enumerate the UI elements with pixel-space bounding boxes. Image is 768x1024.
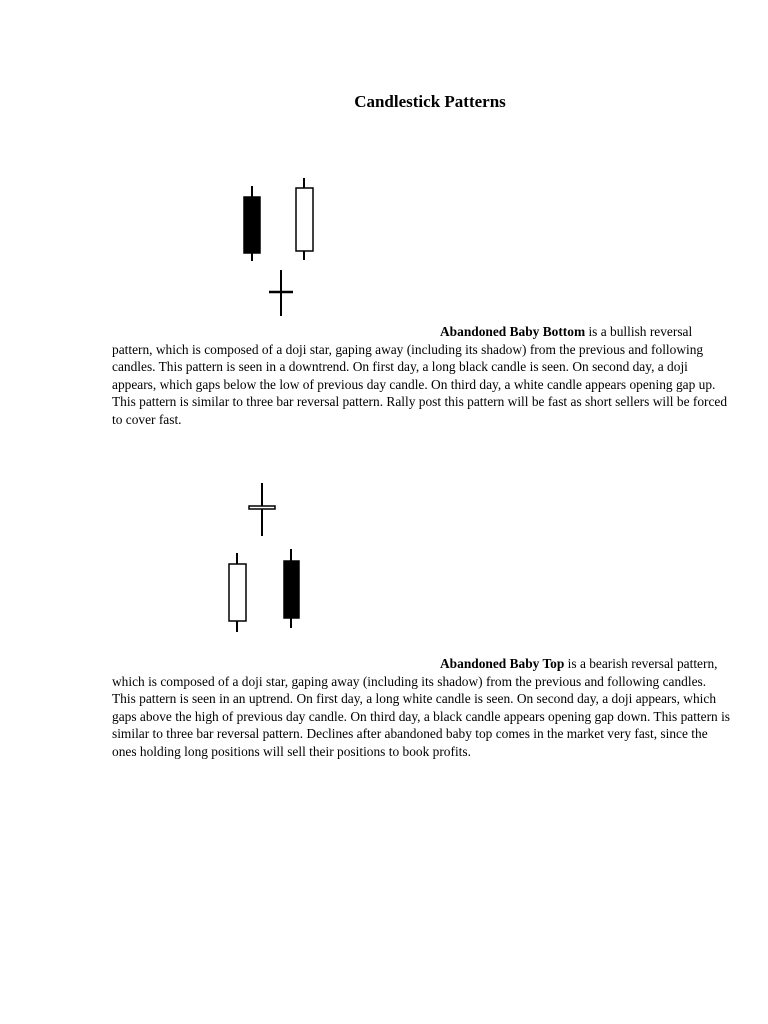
description-abandoned-baby-bottom: is a bullish reversal pattern, which is composed of a doji star, gaping away (including its shadow) from the previous and following candles. This pattern is seen in a downtrend. On first day, a long black candle is seen. On second day, a doji appears, which gaps below the low of previous day candle. On third day, a white candle appears opening gap up. This pattern is similar to three bar reversal pattern. Rally post this pattern will be fast as short sellers will be forced to cover fast. bbox=[112, 324, 728, 427]
black-candle bbox=[244, 186, 260, 261]
doji-candle bbox=[249, 483, 275, 536]
abandoned-baby-top-paragraph bbox=[112, 655, 732, 760]
white-candle bbox=[296, 178, 313, 260]
description-abandoned-baby-top: is a bearish reversal pattern, which is composed of a doji star, gaping away (including its shadow) from the previous and following candles. This pattern is seen in an uptrend. On first day, a long white candle is seen. On second day, a doji appears, which gaps above the high of previous day candle. On third day, a black candle appears opening gap down. This pattern is similar to three bar reversal pattern. Declines after abandoned baby top comes in the market very fast, since the ones holding long positions will sell their positions to book profits. bbox=[112, 656, 731, 759]
doji-candle bbox=[269, 270, 293, 316]
abandoned-baby-bottom-figure bbox=[244, 178, 313, 316]
term-abandoned-baby-bottom: Abandoned Baby Bottom bbox=[440, 324, 586, 339]
page-title: Candlestick Patterns bbox=[354, 92, 506, 111]
white-candle bbox=[229, 553, 246, 632]
abandoned-baby-top-figure bbox=[229, 483, 299, 632]
black-candle bbox=[284, 549, 299, 628]
term-abandoned-baby-top: Abandoned Baby Top bbox=[440, 656, 565, 671]
abandoned-baby-bottom-paragraph bbox=[112, 323, 732, 428]
